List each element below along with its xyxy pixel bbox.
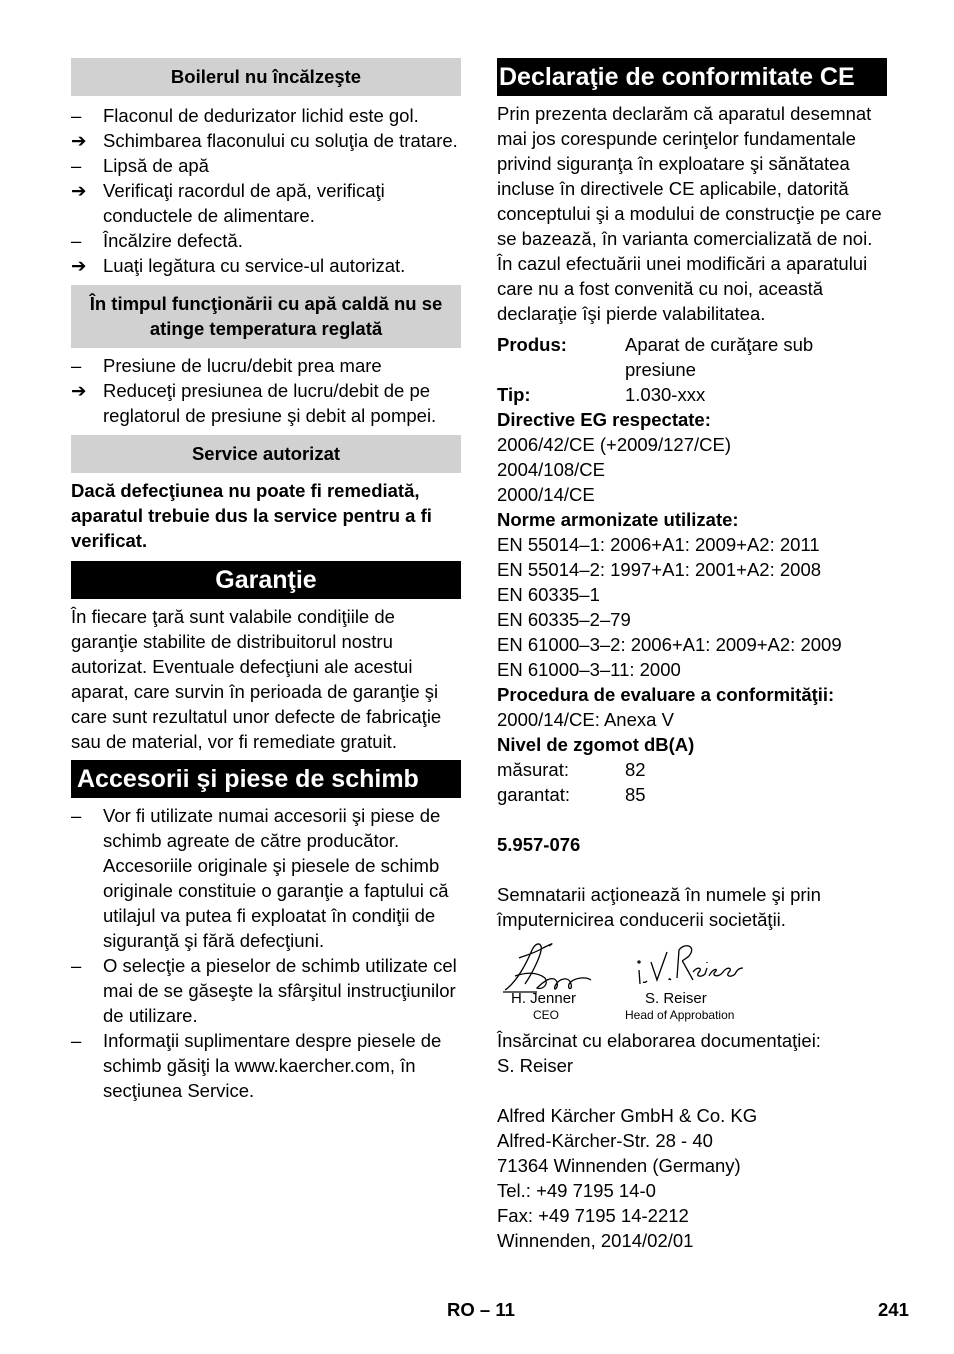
boiler-list xyxy=(71,103,461,278)
list-item: ➔ Schimbarea flaconului cu soluţia de tratare. xyxy=(71,130,458,151)
signatory-name-reiser: S. Reiser xyxy=(645,990,707,1007)
list-item: – Încălzire defectă. xyxy=(71,230,243,251)
list-item: – O selecţie a pieselor de schimb utilizate cel mai de se găseşte la sfârşitul instrucţiunilor de utilizare. xyxy=(71,955,457,1026)
list-item: – Lipsă de apă xyxy=(71,155,209,176)
section-title-declaration: Declaraţie de conformitate CE xyxy=(497,58,887,96)
section-title-accessories: Accesorii şi piese de schimb xyxy=(71,760,461,798)
norm-item: EN 60335–1 xyxy=(497,584,600,605)
norm-item: EN 61000–3–2: 2006+A1: 2009+A2: 2009 xyxy=(497,634,842,655)
accessories-list xyxy=(71,803,461,1103)
page-number: 241 xyxy=(878,1299,909,1320)
list-item: – Flaconul de dedurizator lichid este gol. xyxy=(71,105,419,126)
left-column xyxy=(71,58,461,1103)
section-title-hot-water: În timpul funcţionării cu apă caldă nu se atinge temperatura reglată xyxy=(71,285,461,348)
directive-item: 2004/108/CE xyxy=(497,459,606,480)
guaranteed-row: garantat: 85 xyxy=(497,784,646,805)
arrow-icon: ➔ xyxy=(71,255,87,276)
warranty-text: În fiecare ţară sunt valabile condiţiile de garanţie stabilite de distribuitorul nostru autorizat. Eventuale defecţiuni ale acestui aparat, care survin în perioada de garanţie şi care sunt rezultatul unor defecte de fabricaţie sau de material, vor fi remediate gratuit. xyxy=(71,606,442,752)
address-line: Fax: +49 7195 14-2212 xyxy=(497,1205,689,1226)
address-line: 71364 Winnenden (Germany) xyxy=(497,1155,741,1176)
section-title-boiler: Boilerul nu încălzeşte xyxy=(71,58,461,96)
doc-responsible-name: S. Reiser xyxy=(497,1055,574,1076)
measured-row: măsurat: 82 xyxy=(497,759,646,780)
signatory-name-jenner: H. Jenner xyxy=(511,990,577,1007)
hot-water-list xyxy=(71,353,461,428)
list-item: ➔ Verificaţi racordul de apă, verificaţi conductele de alimentare. xyxy=(71,180,385,226)
doc-number: 5.957-076 xyxy=(497,834,581,855)
list-item: ➔ Reduceţi presiunea de lucru/debit de pe reglatorul de presiune şi debit al pompei. xyxy=(71,380,437,426)
section-title-service: Service autorizat xyxy=(71,435,461,473)
address-line: Alfred-Kärcher-Str. 28 - 40 xyxy=(497,1130,713,1151)
signature-reiser-icon xyxy=(638,946,743,984)
directive-item: 2000/14/CE xyxy=(497,484,595,505)
norm-item: EN 55014–2: 1997+A1: 2001+A2: 2008 xyxy=(497,559,822,580)
list-item: – Presiune de lucru/debit prea mare xyxy=(71,355,382,376)
company-address xyxy=(497,1103,887,1253)
procedure-value: 2000/14/CE: Anexa V xyxy=(497,709,674,730)
footer-section: RO – 11 xyxy=(447,1299,515,1320)
signature-jenner-icon xyxy=(503,944,591,992)
list-item: ➔ Luaţi legătura cu service-ul autorizat. xyxy=(71,255,406,276)
signatory-role-jenner: CEO xyxy=(533,1008,560,1022)
signature-block xyxy=(497,932,887,1022)
doc-responsible-label: Însărcinat cu elaborarea documentaţiei: xyxy=(497,1030,821,1051)
type-row: Tip: 1.030-xxx xyxy=(497,384,706,405)
norm-item: EN 61000–3–11: 2000 xyxy=(497,659,681,680)
list-item: – Vor fi utilizate numai accesorii şi piese de schimb agreate de către producător. Accesoriile originale şi piesele de schimb originale constituie o garanţie a faptului că utilajul va putea fi exploatat în condiţii de siguranţă şi fără defecţiuni. xyxy=(71,805,449,951)
procedure-label: Procedura de evaluare a conformităţii: xyxy=(497,684,835,705)
directives-label: Directive EG respectate: xyxy=(497,409,711,430)
arrow-icon: ➔ xyxy=(71,180,87,201)
product-row: Produs: Aparat de curăţare sub presiune xyxy=(497,334,814,380)
section-title-warranty: Garanţie xyxy=(71,561,461,599)
declaration-intro: Prin prezenta declarăm că aparatul desemnat mai jos corespunde cerinţelor fundamentale privind siguranţa în exploatare şi sănătatea incluse în directivele CE aplicabile, datorită conceptului şi a modului de construcţie pe care se bazează, în varianta comercializată de noi. În cazul efectuării unei modificări a aparatului care nu a fost convenită cu noi, această declaraţie îşi pierde valabilitatea. xyxy=(497,103,882,324)
signatories-text: Semnatarii acţionează în numele şi prin împuternicirea conducerii societăţii. xyxy=(497,884,821,930)
address-line: Alfred Kärcher GmbH & Co. KG xyxy=(497,1105,758,1126)
right-column xyxy=(497,58,887,1253)
noise-label: Nivel de zgomot dB(A) xyxy=(497,734,695,755)
service-text: Dacă defecţiunea nu poate fi remediată, aparatul trebuie dus la service pentru a fi verificat. xyxy=(71,480,432,551)
arrow-icon: ➔ xyxy=(71,380,87,401)
norm-item: EN 60335–2–79 xyxy=(497,609,631,630)
address-line: Tel.: +49 7195 14-0 xyxy=(497,1180,656,1201)
list-item: – Informaţii suplimentare despre piesele de schimb găsiţi la www.kaercher.com, în secţiunea Service. xyxy=(71,1030,442,1101)
signatory-role-reiser: Head of Approbation xyxy=(625,1008,735,1022)
address-line: Winnenden, 2014/02/01 xyxy=(497,1230,694,1251)
norms-label: Norme armonizate utilizate: xyxy=(497,509,739,530)
arrow-icon: ➔ xyxy=(71,130,87,151)
norm-item: EN 55014–1: 2006+A1: 2009+A2: 2011 xyxy=(497,534,820,555)
directive-item: 2006/42/CE (+2009/127/CE) xyxy=(497,434,731,455)
